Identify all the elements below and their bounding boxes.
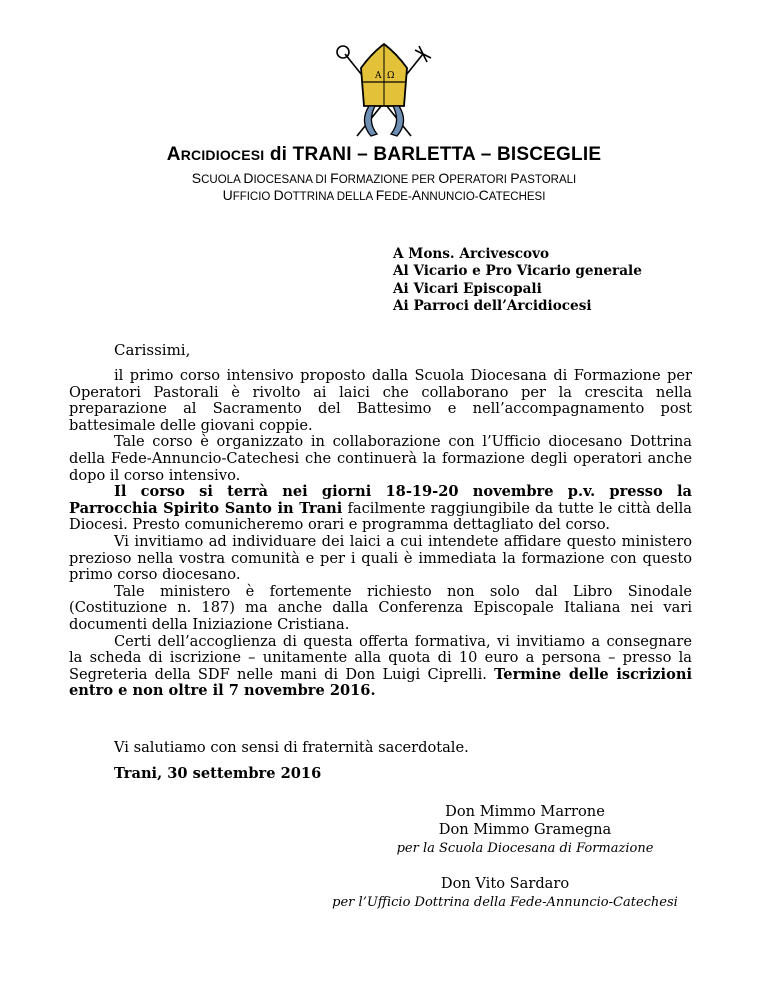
signature-block-school xyxy=(380,803,670,858)
paragraph: il primo corso intensivo proposto dalla Scuola Diocesana di Formazione per Operatori Pastorali è rivolto ai laici che collaborano per la crescita nella preparazione al Sacramento del Battesimo e nell’accompagnamento post battesimale delle giovani coppie. xyxy=(69,367,692,434)
closing-line: Vi salutiamo con sensi di fraternità sacerdotale. xyxy=(114,739,469,756)
paragraph: Certi dell’accoglienza di questa offerta formativa, vi invitiamo a consegnare la scheda di iscrizione – unitamente alla quota di 10 euro a persona – presso la Segreteria della SDF nelle mani di Don Luigi Ciprelli. Termine delle iscrizioni entro e non oltre il 7 novembre 2016. xyxy=(69,632,692,700)
recipient-line: A Mons. Arcivescovo xyxy=(393,246,550,262)
paragraph: Il corso si terrà nei giorni 18-19-20 novembre p.v. presso la Parrocchia Spirito Santo in Trani facilmente raggiungibile da tutte le città della Diocesi. Presto comunicheremo orari e programma dettagliato del corso. xyxy=(69,483,692,534)
letter-body xyxy=(69,368,692,700)
office-subtitle: UFFICIO DOTTRINA DELLA FEDE-ANNUNCIO-CATECHESI xyxy=(222,187,546,203)
date-line: Trani, 30 settembre 2016 xyxy=(114,765,322,782)
coat-of-arms-icon xyxy=(331,40,437,148)
course-dates-text: Il corso si terrà nei giorni 18-19-20 novembre p.v. presso la Parrocchia Spirito Santo in Trani xyxy=(69,483,692,517)
signatory-role: per la Scuola Diocesana di Formazione xyxy=(396,841,654,856)
signatory-name: Don Mimmo Gramegna xyxy=(438,821,612,838)
recipient-line: Al Vicario e Pro Vicario generale xyxy=(393,263,642,280)
svg-text:A: A xyxy=(375,71,382,81)
signatory-role: per l’Ufficio Dottrina della Fede-Annuncio-Catechesi xyxy=(332,895,678,910)
recipient-line: Ai Parroci dell’Arcidiocesi xyxy=(393,298,592,315)
signatory-name: Don Mimmo Marrone xyxy=(445,803,605,820)
signatory-name: Don Vito Sardaro xyxy=(440,875,570,892)
recipients-block xyxy=(393,246,642,316)
svg-text:Ω: Ω xyxy=(387,71,395,81)
signature-block-office xyxy=(332,875,678,912)
paragraph: Tale corso è organizzato in collaborazione con l’Ufficio diocesano Dottrina della Fede-Annuncio-Catechesi che continuerà la formazione degli operatori anche dopo il corso intensivo. xyxy=(69,433,692,484)
school-subtitle: SCUOLA DIOCESANA DI FORMAZIONE PER OPERATORI PASTORALI xyxy=(191,170,577,186)
recipient-line: Ai Vicari Episcopali xyxy=(393,280,542,297)
greeting: Carissimi, xyxy=(114,341,191,359)
paragraph: Vi invitiamo ad individuare dei laici a cui intendete affidare questo ministero prezioso nella vostra comunità e per i quali è immediata la formazione con questo primo corso diocesano. xyxy=(69,532,692,584)
diocese-title: ARCIDIOCESI di TRANI – BARLETTA – BISCEGLIE xyxy=(166,144,602,165)
deadline-text: Termine delle iscrizioni entro e non oltre il 7 novembre 2016. xyxy=(69,665,692,700)
paragraph: Tale ministero è fortemente richiesto non solo dal Libro Sinodale (Costituzione n. 187) ma anche dalla Conferenza Episcopale Italiana nei vari documenti della Iniziazione Cristiana. xyxy=(69,582,692,633)
